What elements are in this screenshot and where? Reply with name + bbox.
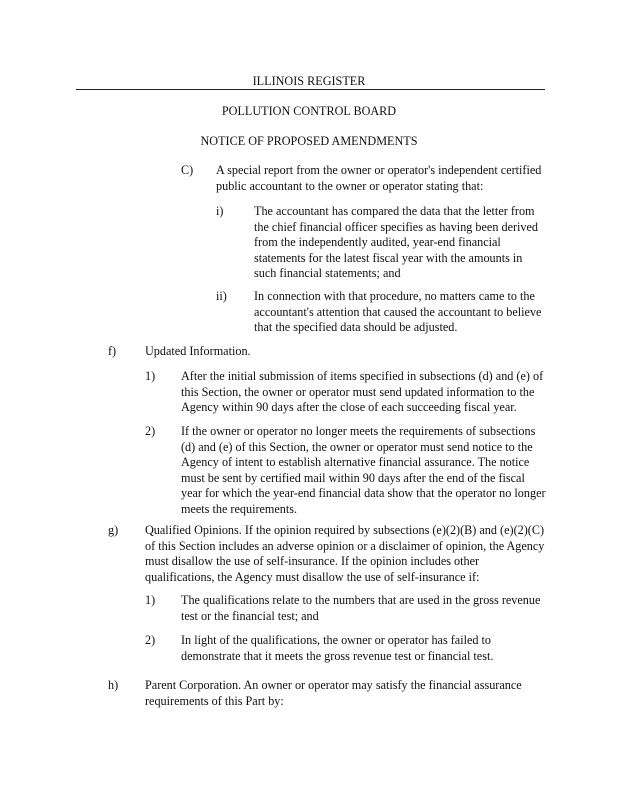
item-g-2-text: [181, 633, 546, 664]
item-c-ii-text: [254, 289, 546, 336]
text-line: A special report from the owner or operator's independent certified: [216, 163, 542, 177]
header-rule: [76, 89, 545, 90]
text-line: Agency of intent to establish alternative financial assurance. The notice: [181, 455, 530, 469]
text-line: (d) and (e) of this Section, the owner or operator must send notice to the: [181, 439, 533, 454]
subsection-g-label: g): [108, 523, 119, 537]
subsection-h-label: h): [108, 678, 119, 692]
subsection-g-text: [145, 523, 546, 585]
text-line: Updated Information.: [145, 344, 251, 358]
subsection-f-heading: [145, 344, 545, 360]
item-g-1-label: 1): [145, 593, 156, 607]
text-line: such financial statements; and: [254, 266, 401, 280]
text-line: After the initial submission of items specified in subsections (d) and (e) of: [181, 369, 544, 383]
item-f-1-text: [181, 369, 546, 416]
text-line: public accountant to the owner or operator stating that:: [216, 178, 484, 193]
text-line: of this Section includes an adverse opinion or a disclaimer of opinion, the Agency: [145, 538, 545, 553]
text-line: must be sent by certified mail within 90 days after the end of the fiscal: [181, 470, 525, 485]
text-line: The accountant has compared the data that the letter from: [254, 204, 535, 218]
text-line: qualifications, the Agency must disallow the use of self-insurance if:: [145, 569, 480, 584]
item-f-1-label: 1): [145, 369, 156, 383]
item-c-ii-label: ii): [216, 289, 227, 303]
text-line: test or the financial test; and: [181, 608, 319, 623]
item-c-i-text: [254, 204, 546, 282]
item-g-1-text: [181, 593, 546, 624]
text-line: Agency within 90 days after the close of each succeeding fiscal year.: [181, 400, 517, 414]
text-line: In connection with that procedure, no matters came to the: [254, 289, 535, 303]
text-line: Parent Corporation. An owner or operator may satisfy the financial assurance: [145, 678, 522, 692]
item-f-2-label: 2): [145, 424, 156, 438]
notice-title: NOTICE OF PROPOSED AMENDMENTS: [200, 134, 418, 148]
text-line: the chief financial officer specifies as having been derived: [254, 219, 539, 234]
text-line: must disallow the use of self-insurance. If the opinion includes other: [145, 554, 480, 568]
text-line: Qualified Opinions. If the opinion required by subsections (e)(2)(B) and (e)(2)(C): [145, 523, 545, 537]
item-f-2-text: [181, 424, 546, 517]
text-line: accountant's attention that caused the accountant to believe: [254, 304, 542, 319]
text-line: demonstrate that it meets the gross revenue test or financial test.: [181, 648, 494, 663]
subsection-f-label: f): [108, 344, 117, 358]
text-line: statements for the latest fiscal year with the amounts in: [254, 250, 523, 265]
text-line: that the specified data should be adjusted.: [254, 320, 458, 334]
item-c-i-label: i): [216, 204, 224, 218]
subsection-h-text: [145, 678, 546, 709]
board-title: POLLUTION CONTROL BOARD: [221, 104, 397, 118]
text-line: The qualifications relate to the numbers that are used in the gross revenue: [181, 593, 541, 607]
subsection-c-label: C): [181, 163, 194, 177]
text-line: from the independently audited, year-end financial: [254, 235, 501, 249]
text-line: this Section, the owner or operator must send updated information to the: [181, 384, 535, 399]
text-line: requirements of this Part by:: [145, 693, 284, 708]
item-g-2-label: 2): [145, 633, 156, 647]
register-title: ILLINOIS REGISTER: [252, 74, 366, 88]
text-line: meets the requirements.: [181, 501, 298, 516]
text-line: If the owner or operator no longer meets the requirements of subsections: [181, 424, 536, 438]
text-line: year for which the year-end financial data show that the operator no longer: [181, 486, 546, 500]
text-line: In light of the qualifications, the owner or operator has failed to: [181, 633, 492, 647]
subsection-c-text: [216, 163, 546, 194]
